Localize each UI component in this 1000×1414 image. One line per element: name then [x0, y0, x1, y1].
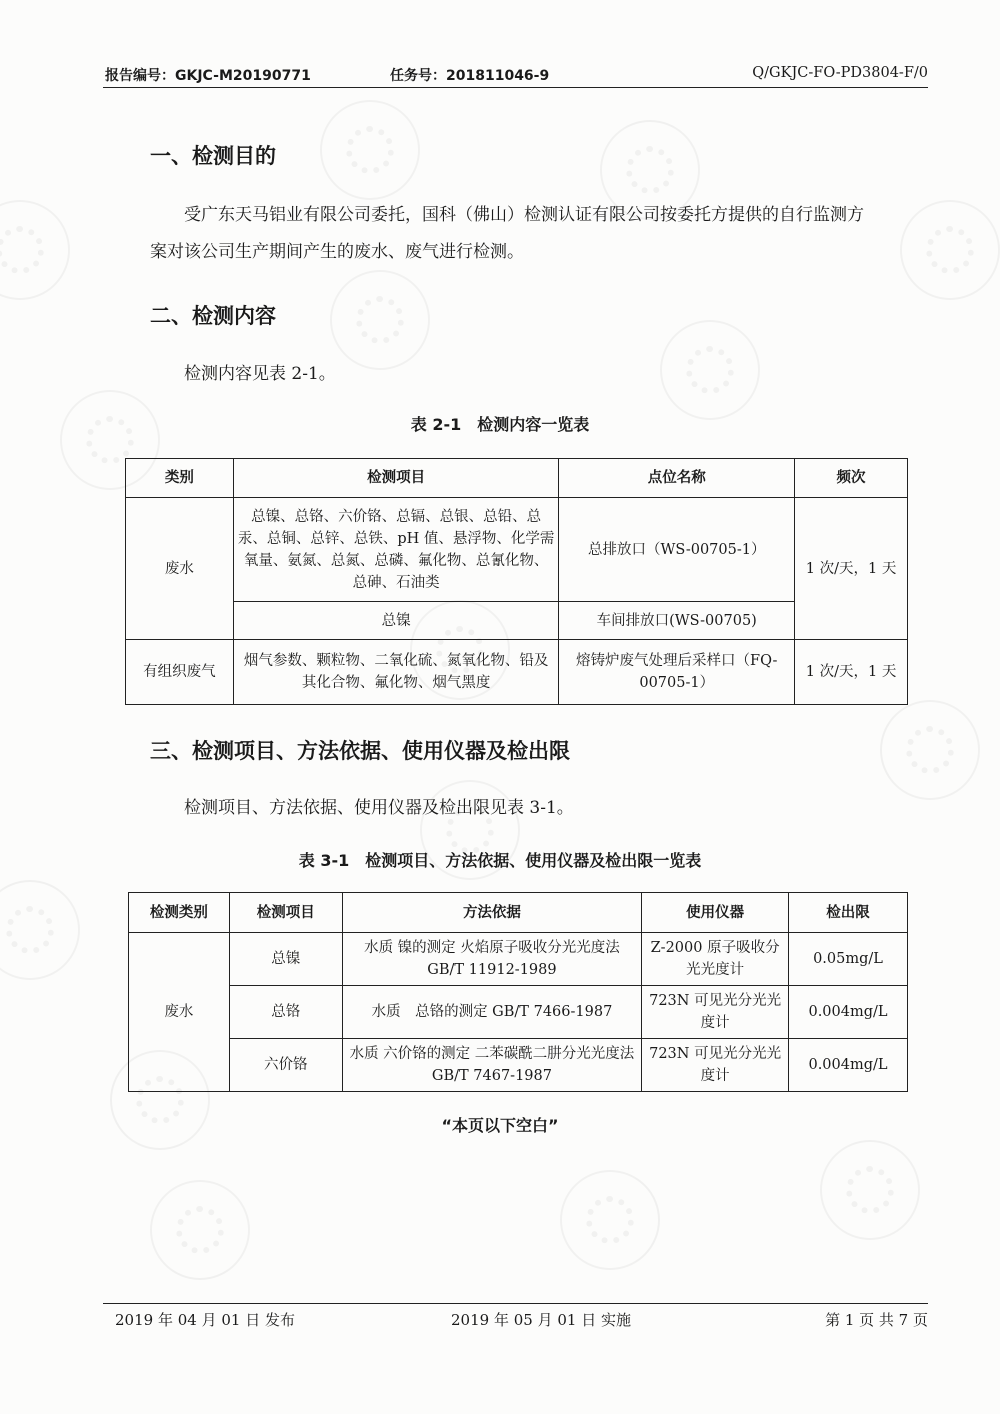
table-cell: 1 次/天，1 天: [795, 498, 908, 640]
table-header: 检出限: [789, 893, 908, 933]
table-cell: 总铬: [229, 986, 342, 1039]
table-header: 检测项目: [229, 893, 342, 933]
table-cell: Z-2000 原子吸收分光光度计: [642, 933, 789, 986]
table-header: 使用仪器: [642, 893, 789, 933]
table-header: 类别: [126, 459, 234, 498]
watermark-emblem: [0, 200, 70, 300]
table-cell: 总镍: [229, 933, 342, 986]
section-title: 三、检测项目、方法依据、使用仪器及检出限: [150, 739, 570, 763]
table-cell: 废水: [126, 498, 234, 640]
table-cell: 总镍: [233, 602, 559, 640]
watermark-emblem: [560, 1170, 660, 1270]
table-cell: 0.05mg/L: [789, 933, 908, 986]
table-cell: 烟气参数、颗粒物、二氧化硫、氮氧化物、铅及其化合物、氟化物、烟气黑度: [233, 640, 559, 705]
watermark-emblem: [900, 200, 1000, 300]
section-paragraph: 检测内容见表 2-1。: [184, 364, 336, 384]
watermark-emblem: [0, 880, 80, 980]
table-cell: 总镍、总铬、六价铬、总镉、总银、总铅、总汞、总铜、总锌、总铁、pH 值、悬浮物、化学需氧量、氨氮、总氮、总磷、氟化物、总氰化物、总砷、石油类: [233, 498, 559, 602]
table-cell: 熔铸炉废气处理后采样口（FQ-00705-1）: [559, 640, 795, 705]
table-cell: 六价铬: [229, 1039, 342, 1092]
table-caption: 表 2-1 检测内容一览表: [410, 415, 590, 434]
page-footer: [103, 1303, 928, 1334]
table-cell: 有组织废气: [126, 640, 234, 705]
table-header: 方法依据: [342, 893, 642, 933]
detection-content-table: [125, 458, 908, 705]
report-number: 报告编号：GKJC-M20190771: [105, 68, 311, 84]
table-cell: 0.004mg/L: [789, 1039, 908, 1092]
method-table: [128, 892, 908, 1092]
table-cell: 水质 镍的测定 火焰原子吸收分光光度法 GB/T 11912-1989: [342, 933, 642, 986]
table-cell: 723N 可见光分光光度计: [642, 986, 789, 1039]
section-paragraph: 受广东天马铝业有限公司委托，国科（佛山）检测认证有限公司按委托方提供的自行监测方案对该公司生产期间产生的废水、废气进行检测。: [150, 205, 864, 262]
table-cell: 0.004mg/L: [789, 986, 908, 1039]
page-header: [103, 63, 928, 88]
table-cell: 水质 六价铬的测定 二苯碳酰二肼分光光度法 GB/T 7467-1987: [342, 1039, 642, 1092]
watermark-emblem: [150, 1180, 250, 1280]
table-cell: 总排放口（WS-00705-1）: [559, 498, 795, 602]
table-caption: 表 3-1 检测项目、方法依据、使用仪器及检出限一览表: [298, 851, 702, 870]
task-number: 任务号：201811046-9: [390, 68, 550, 84]
table-cell: 723N 可见光分光光度计: [642, 1039, 789, 1092]
watermark-emblem: [330, 270, 430, 370]
document-code: Q/GKJC-FO-PD3804-F/0: [752, 65, 928, 81]
section-paragraph: 检测项目、方法依据、使用仪器及检出限见表 3-1。: [184, 798, 574, 818]
table-header: 频次: [795, 459, 908, 498]
section-title: 二、检测内容: [150, 304, 276, 328]
watermark-emblem: [820, 1140, 920, 1240]
table-cell: 车间排放口(WS-00705): [559, 602, 795, 640]
section-title: 一、检测目的: [150, 144, 276, 168]
blank-page-note: “本页以下空白”: [441, 1116, 559, 1135]
watermark-emblem: [320, 100, 420, 200]
table-header: 检测类别: [129, 893, 230, 933]
table-header: 检测项目: [233, 459, 559, 498]
effective-date: 2019 年 05 月 01 日 实施: [451, 1311, 631, 1329]
issue-date: 2019 年 04 月 01 日 发布: [115, 1311, 295, 1329]
table-cell: 1 次/天，1 天: [795, 640, 908, 705]
table-cell: 水质 总铬的测定 GB/T 7466-1987: [342, 986, 642, 1039]
page-number: 第 1 页 共 7 页: [825, 1311, 928, 1329]
table-header: 点位名称: [559, 459, 795, 498]
table-cell: 废水: [129, 933, 230, 1092]
watermark-emblem: [880, 700, 980, 800]
